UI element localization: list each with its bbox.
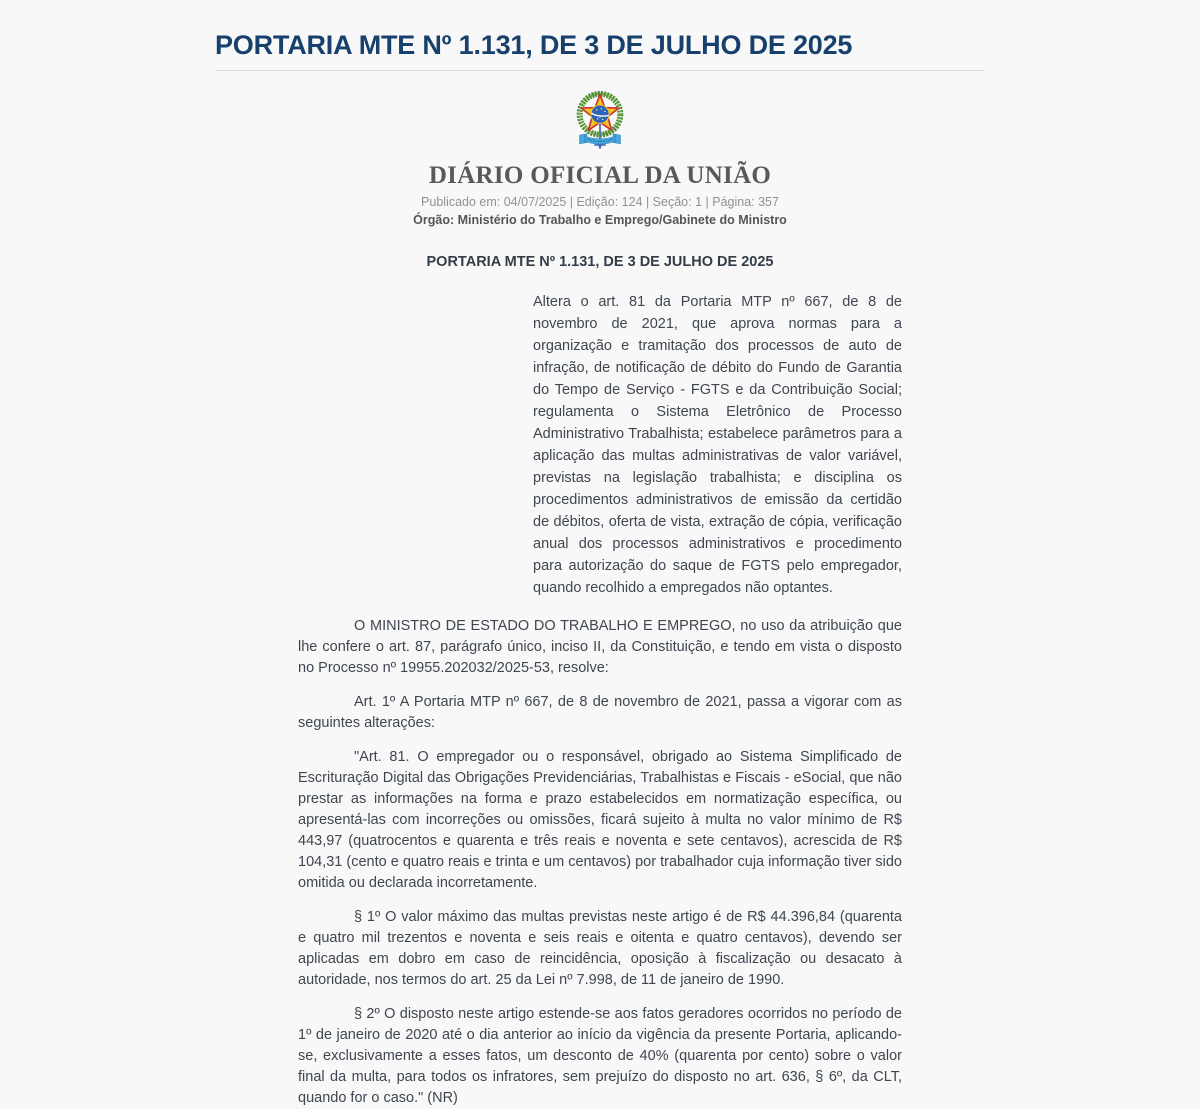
document-body [298,616,902,1109]
document-paragraph: O MINISTRO DE ESTADO DO TRABALHO E EMPREGO, no uso da atribuição que lhe confere o art. 87, parágrafo único, inciso II, da Constituição, e tendo em vista o disposto no Processo nº 19955.202032/2025-53, resolve: [298,618,902,676]
title-block [215,30,985,71]
brazil-coat-of-arms-icon [567,86,633,149]
document-paragraph: Art. 1º A Portaria MTP nº 667, de 8 de novembro de 2021, passa a vigorar com as seguintes alterações: [298,694,902,731]
organ-info: Órgão: Ministério do Trabalho e Emprego/Gabinete do Ministro [413,213,787,227]
document-heading: PORTARIA MTE Nº 1.131, DE 3 DE JULHO DE 2025 [426,254,774,270]
page-title: PORTARIA MTE Nº 1.131, DE 3 DE JULHO DE 2025 [215,30,853,60]
publication-info: Publicado em: 04/07/2025 | Edição: 124 | Seção: 1 | Página: 357 [421,195,779,209]
document-summary: Altera o art. 81 da Portaria MTP nº 667, de 8 de novembro de 2021, que aprova normas para a organização e tramitação dos processos de auto de infração, de notificação de débito do Fundo de Garantia do Tempo de Serviço - FGTS e da Contribuição Social; regulamenta o Sistema Eletrônico de Processo Administrativo Trabalhista; estabelece parâmetros para a aplicação das multas administrativas de valor variável, previstas na legislação trabalhista; e disciplina os procedimentos administrativos de emissão da certidão de débitos, oferta de vista, extração de cópia, verificação anual dos processos administrativos e procedimento para autorização do saque de FGTS pelo empregador, quando recolhido a empregados não optantes. [533,294,902,596]
document-paragraph: § 2º O disposto neste artigo estende-se aos fatos geradores ocorridos no período de 1º de janeiro de 2020 até o dia anterior ao início da vigência da presente Portaria, aplicando-se, exclusivamente a esses fatos, um desconto de 40% (quarenta por cento) sobre o valor final da multa, para todos os infratores, sem prejuízo do disposto no art. 636, § 6º, da CLT, quando for o caso." (NR) [298,1006,902,1106]
document-paragraph: § 1º O valor máximo das multas previstas neste artigo é de R$ 44.396,84 (quarenta e quatro mil trezentos e noventa e seis reais e oitenta e quatro centavos), devendo ser aplicadas em dobro em caso de reincidência, oposição à fiscalização ou desacato à autoridade, nos termos do art. 25 da Lei nº 7.998, de 11 de janeiro de 1990. [298,909,902,988]
gazette-title: DIÁRIO OFICIAL DA UNIÃO [428,162,772,189]
content-container [215,0,985,1109]
gazette-masthead [298,71,902,227]
document-paragraph: "Art. 81. O empregador ou o responsável, obrigado ao Sistema Simplificado de Escrituração Digital das Obrigações Previdenciárias, Trabalhistas e Fiscais - eSocial, que não prestar as informações na forma e prazo estabelecidos em normatização específica, ou apresentá-las com incorreções ou omissões, ficará sujeito à multa no valor mínimo de R$ 443,97 (quatrocentos e quarenta e três reais e noventa e sete centavos), acrescida de R$ 104,31 (cento e quatro reais e trinta e um centavos) por trabalhador cuja informação tiver sido omitida ou declarada incorretamente. [298,749,902,891]
gazette-document [298,71,902,1109]
